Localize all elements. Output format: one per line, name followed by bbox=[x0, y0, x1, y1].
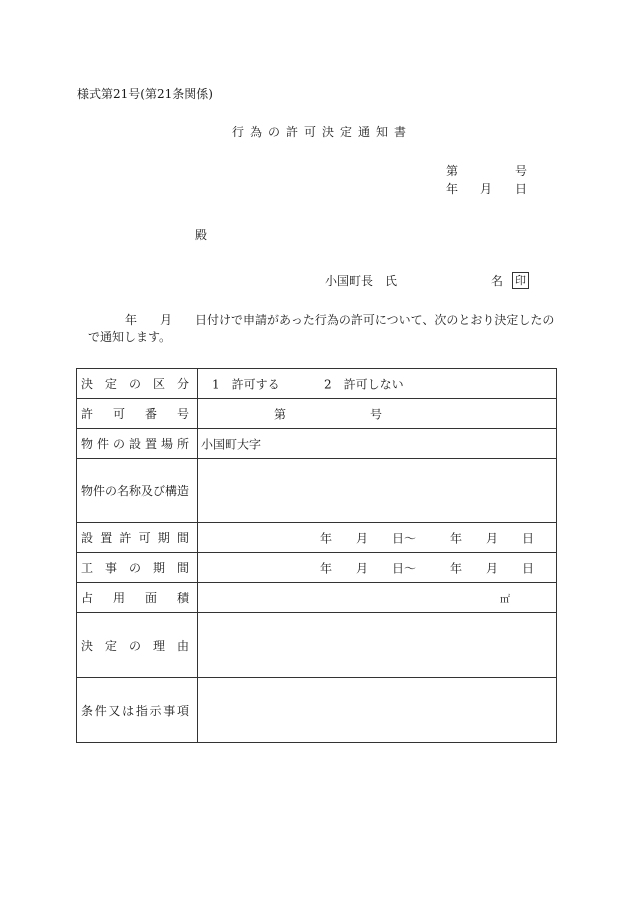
row-location bbox=[77, 429, 557, 459]
label-area: 占用面積 bbox=[81, 591, 189, 605]
label-construction-period: 工事の期間 bbox=[81, 561, 189, 575]
option-deny: 2 許可しない bbox=[324, 377, 404, 391]
label-location: 物件の設置場所 bbox=[81, 437, 189, 451]
permit-from-year: 年 bbox=[320, 531, 333, 545]
doc-number-dai: 第 bbox=[446, 164, 459, 178]
permit-to-month: 月 bbox=[486, 531, 499, 545]
label-permit-number: 許可番号 bbox=[81, 407, 189, 421]
body-year: 年 bbox=[125, 313, 138, 327]
label-reason: 決定の理由 bbox=[81, 638, 189, 653]
conditions-value bbox=[198, 678, 557, 743]
issuer-title: 小国町長 bbox=[325, 274, 374, 288]
permit-number-dai: 第 bbox=[274, 407, 287, 421]
date-year: 年 bbox=[446, 182, 459, 196]
permit-from-month: 月 bbox=[356, 531, 369, 545]
document-title: 行為の許可決定通知書 bbox=[232, 125, 413, 139]
row-conditions bbox=[77, 678, 557, 743]
row-permit-number bbox=[77, 399, 557, 429]
form-number: 様式第21号(第21条関係) bbox=[77, 87, 213, 101]
label-permit-period: 設置許可期間 bbox=[81, 531, 189, 545]
row-area bbox=[77, 583, 557, 613]
issuer-mei: 名 bbox=[491, 274, 504, 288]
construction-from-year: 年 bbox=[320, 561, 333, 575]
issuer-uji: 氏 bbox=[385, 274, 398, 288]
date-day: 日 bbox=[515, 182, 528, 196]
location-value: 小国町大字 bbox=[201, 437, 262, 451]
label-decision-type: 決定の区分 bbox=[81, 377, 189, 391]
construction-to-day: 日 bbox=[522, 561, 535, 575]
label-conditions: 条件又は指示事項 bbox=[81, 703, 189, 718]
name-structure-value bbox=[198, 459, 557, 523]
label-name-structure: 物件の名称及び構造 bbox=[81, 484, 190, 498]
date-month: 月 bbox=[480, 182, 493, 196]
construction-to-month: 月 bbox=[486, 561, 499, 575]
row-construction-period bbox=[77, 553, 557, 583]
option-permit: 1 許可する bbox=[212, 377, 280, 391]
body-month: 月 bbox=[160, 313, 173, 327]
construction-from-month: 月 bbox=[356, 561, 369, 575]
permit-to-year: 年 bbox=[450, 531, 463, 545]
addressee-suffix: 殿 bbox=[195, 228, 208, 242]
construction-to-year: 年 bbox=[450, 561, 463, 575]
row-decision-type bbox=[77, 369, 557, 399]
area-unit: ㎡ bbox=[500, 594, 510, 605]
reason-value bbox=[198, 613, 557, 678]
permit-from-day: 日～ bbox=[392, 531, 417, 545]
row-reason bbox=[77, 613, 557, 678]
seal-stamp: 印 bbox=[512, 272, 529, 289]
construction-from-day: 日～ bbox=[392, 561, 417, 575]
body-text-line1: 日付けで申請があった行為の許可について、次のとおり決定したの bbox=[195, 313, 555, 327]
doc-number-go: 号 bbox=[515, 164, 528, 178]
row-name-structure bbox=[77, 459, 557, 523]
row-permit-period bbox=[77, 523, 557, 553]
decision-table bbox=[76, 368, 557, 743]
permit-to-day: 日 bbox=[522, 531, 535, 545]
body-text-line2: で通知します。 bbox=[88, 330, 172, 344]
permit-number-go: 号 bbox=[370, 407, 383, 421]
